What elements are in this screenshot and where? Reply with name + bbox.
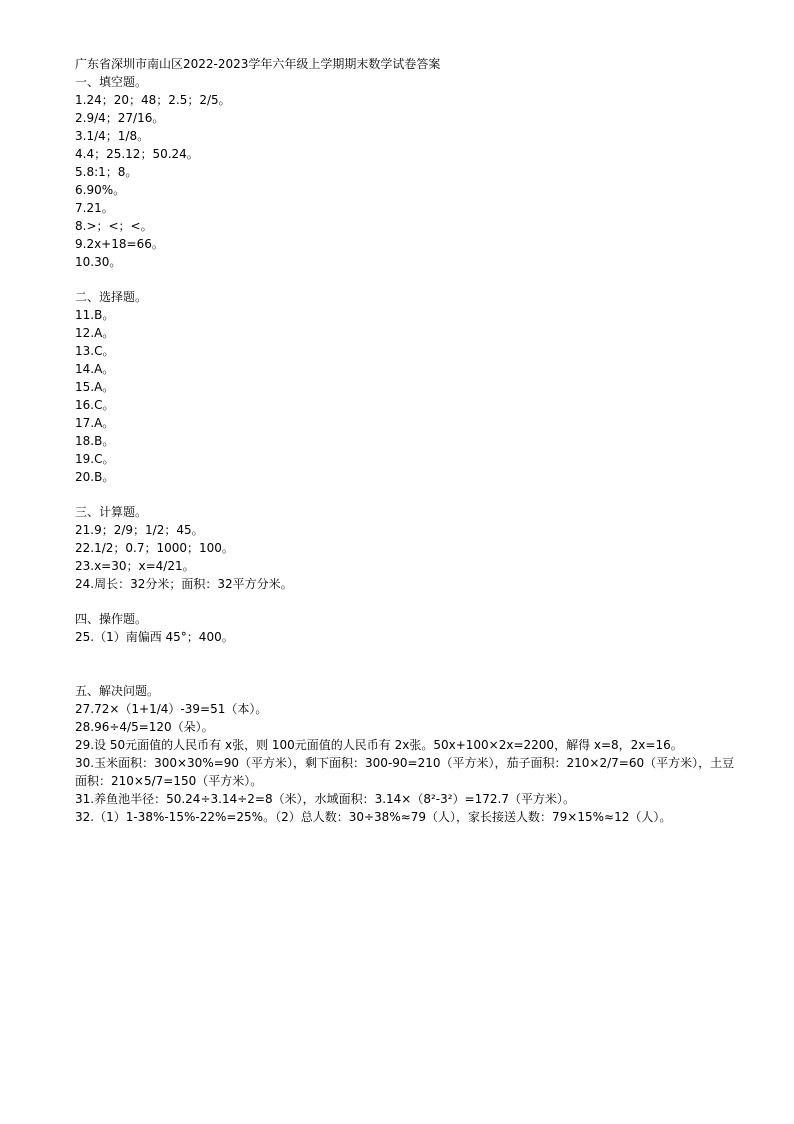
section-heading: 三、计算题。 — [75, 505, 148, 519]
section-calculation — [75, 503, 735, 593]
section-problem-solving — [75, 682, 735, 826]
answer-item: 19.C。 — [75, 452, 115, 466]
answer-item: 20.B。 — [75, 470, 115, 484]
section-multiple-choice — [75, 288, 735, 486]
answer-item: 10.30。 — [75, 255, 122, 269]
answer-item: 2.9/4；27/16。 — [75, 111, 165, 125]
answer-item: 28.96÷4/5=120（朵）。 — [75, 720, 214, 734]
answer-item: 30.玉米面积：300×30%=90（平方米），剩下面积：300-90=210（平方米），茄子面积：210×2/7=60（平方米），土豆面积：210×5/7=150（平方米）。 — [75, 756, 735, 788]
answer-item: 6.90%。 — [75, 183, 126, 197]
answer-item: 15.A。 — [75, 380, 115, 394]
answer-item: 8.>；<；<。 — [75, 219, 153, 233]
answer-item: 29.设 50元面值的人民币有 x张，则 100元面值的人民币有 2x张。50x+100×2x=2200，解得 x=8，2x=16。 — [75, 738, 683, 752]
section-heading: 四、操作题。 — [75, 612, 148, 626]
answer-item: 21.9；2/9；1/2；45。 — [75, 523, 204, 537]
answer-item: 14.A。 — [75, 362, 115, 376]
answer-item: 18.B。 — [75, 434, 115, 448]
section-heading: 二、选择题。 — [75, 290, 148, 304]
section-heading: 一、填空题。 — [75, 75, 148, 89]
answer-item: 9.2x+18=66。 — [75, 237, 164, 251]
answer-item: 16.C。 — [75, 398, 115, 412]
answer-item: 27.72×（1+1/4）-39=51（本）。 — [75, 702, 268, 716]
answer-item: 4.4；25.12；50.24。 — [75, 147, 199, 161]
answer-item: 5.8:1；8。 — [75, 165, 138, 179]
answer-item: 12.A。 — [75, 326, 115, 340]
answer-item: 25.（1）南偏西 45°；400。 — [75, 630, 234, 644]
document-content — [75, 55, 735, 826]
answer-item: 32.（1）1-38%-15%-22%=25%。（2）总人数：30÷38%≈79（人），家长接送人数：79×15%≈12（人）。 — [75, 810, 672, 824]
answer-item: 3.1/4；1/8。 — [75, 129, 150, 143]
answer-item: 22.1/2；0.7；1000；100。 — [75, 541, 234, 555]
section-heading: 五、解决问题。 — [75, 684, 160, 698]
document-title: 广东省深圳市南山区2022-2023学年六年级上学期期末数学试卷答案 — [75, 57, 441, 71]
answer-item: 1.24；20；48；2.5；2/5。 — [75, 93, 231, 107]
answer-item: 11.B。 — [75, 308, 115, 322]
answer-item: 31.养鱼池半径：50.24÷3.14÷2=8（米），水域面积：3.14×（8²-3²）=172.7（平方米）。 — [75, 792, 575, 806]
answer-item: 13.C。 — [75, 344, 115, 358]
section-fill-in — [75, 73, 735, 271]
section-operation — [75, 610, 735, 646]
answer-item: 24.周长：32分米；面积：32平方分米。 — [75, 577, 293, 591]
answer-item: 7.21。 — [75, 201, 114, 215]
answer-item: 17.A。 — [75, 416, 115, 430]
answer-item: 23.x=30；x=4/21。 — [75, 559, 195, 573]
